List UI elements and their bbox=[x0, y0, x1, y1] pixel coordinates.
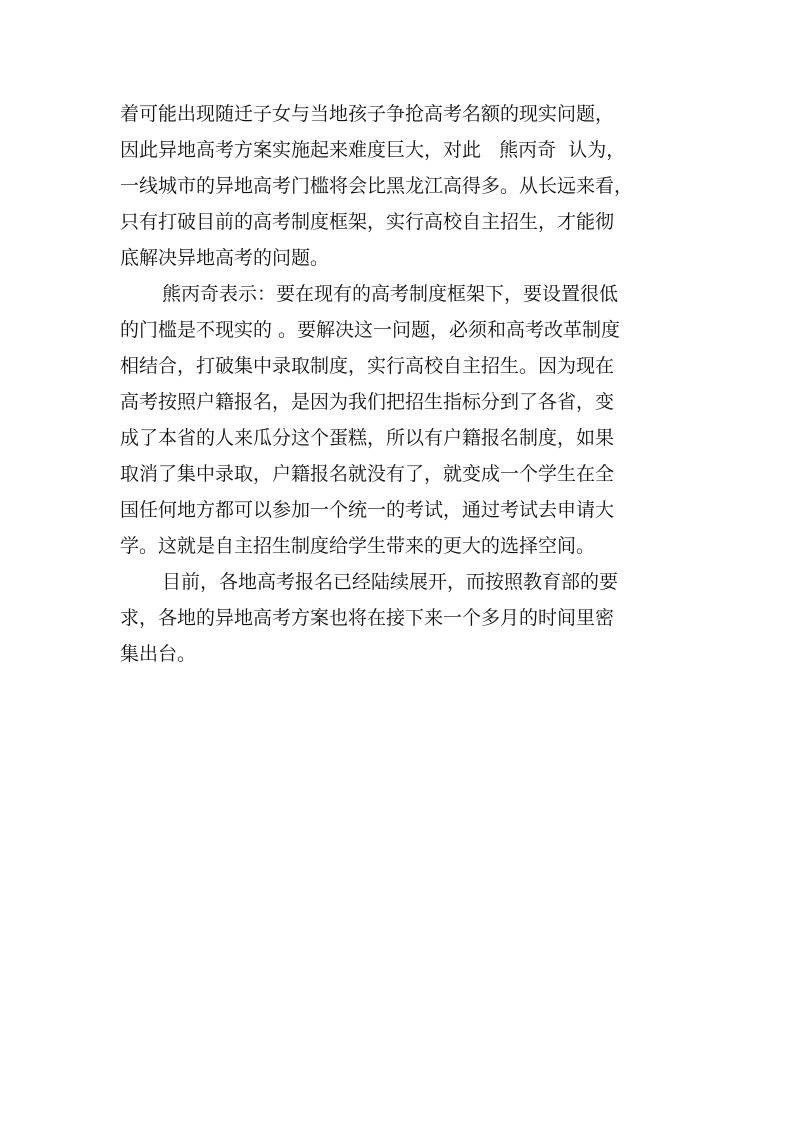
text-line: 一线城市的异地高考门槛将会比黑龙江高得多。从长远来看， bbox=[120, 175, 634, 197]
text-line: 成了本省的人来瓜分这个蛋糕，所以有户籍报名制度，如果 bbox=[120, 427, 615, 449]
text-line: 熊丙奇表示：要在现有的高考制度框架下，要设置很低 bbox=[162, 283, 619, 305]
text-line: 因此异地高考方案实施起来难度巨大，对此 熊丙奇 认为， bbox=[120, 139, 626, 161]
document-body bbox=[120, 96, 700, 672]
text-line: 只有打破目前的高考制度框架，实行高校自主招生，才能彻 bbox=[120, 211, 615, 233]
text-line: 学。这就是自主招生制度给学生带来的更大的选择空间。 bbox=[120, 535, 596, 557]
text-line: 集出台。 bbox=[120, 643, 197, 665]
text-line: 目前，各地高考报名已经陆续展开，而按照教育部的要 bbox=[162, 571, 619, 593]
text-line: 国任何地方都可以参加一个统一的考试，通过考试去申请大 bbox=[120, 499, 615, 521]
paragraph-3 bbox=[120, 564, 700, 672]
text-line: 求，各地的异地高考方案也将在接下来一个多月的时间里密 bbox=[120, 607, 615, 629]
text-line: 相结合，打破集中录取制度，实行高校自主招生。因为现在 bbox=[120, 355, 615, 377]
text-line: 着可能出现随迁子女与当地孩子争抢高考名额的现实问题， bbox=[120, 103, 615, 125]
text-line: 的门槛是不现实的 。要解决这一问题，必须和高考改革制度 bbox=[120, 319, 621, 341]
text-line: 高考按照户籍报名，是因为我们把招生指标分到了各省，变 bbox=[120, 391, 615, 413]
paragraph-1 bbox=[120, 96, 700, 276]
text-line: 取消了集中录取，户籍报名就没有了，就变成一个学生在全 bbox=[120, 463, 615, 485]
text-line: 底解决异地高考的问题。 bbox=[120, 247, 330, 269]
paragraph-2 bbox=[120, 276, 700, 564]
